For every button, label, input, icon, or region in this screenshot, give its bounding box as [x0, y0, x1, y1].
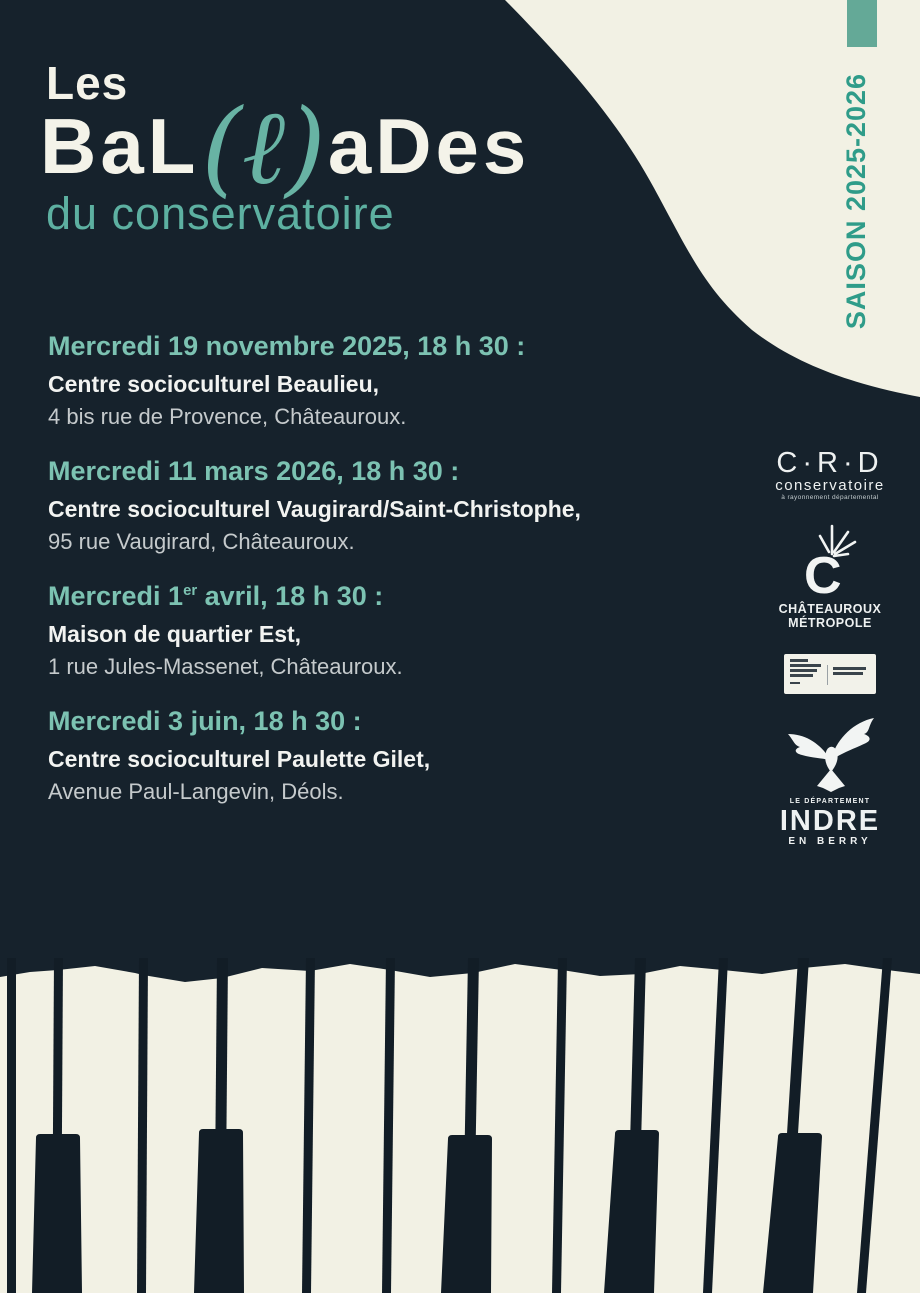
crd-letters: C·R·D — [776, 447, 884, 479]
event-address: 95 rue Vaugirard, Châteauroux. — [48, 529, 355, 554]
chateauroux-mark — [798, 526, 862, 605]
indre-line3: EN BERRY — [788, 836, 872, 847]
partner-logo-box — [768, 654, 892, 694]
event-venue: Centre socioculturel Beaulieu, — [48, 371, 380, 397]
event-date: Mercredi 3 juin, 18 h 30 : — [48, 706, 362, 736]
partner-text-lines — [833, 659, 870, 677]
event-address: 4 bis rue de Provence, Châteauroux. — [48, 404, 407, 429]
chateauroux-line1: CHÂTEAUROUX — [778, 602, 882, 616]
event-venue: Maison de quartier Est, — [48, 621, 302, 647]
page-title — [40, 82, 531, 208]
event-date: Mercredi 1er avril, 18 h 30 : — [48, 581, 384, 611]
logo-indre-en-berry — [768, 714, 892, 848]
title-seg1: BaL — [40, 102, 200, 190]
event-date: Mercredi 19 novembre 2025, 18 h 30 : — [48, 331, 526, 361]
event-address: Avenue Paul-Langevin, Déols. — [48, 779, 344, 804]
event-date: Mercredi 11 mars 2026, 18 h 30 : — [48, 456, 460, 486]
crd-name: conservatoire — [775, 477, 885, 494]
title-ligature: (ℓ) — [201, 86, 326, 208]
piano-keys-graphic — [0, 958, 920, 1293]
title-seg2: aDes — [327, 102, 531, 190]
event-item-3 — [48, 581, 403, 680]
crd-subtext: à rayonnement départemental — [781, 494, 879, 501]
partner-logo-graphic — [784, 654, 876, 694]
event-item-1 — [48, 331, 525, 430]
event-address: 1 rue Jules-Massenet, Châteauroux. — [48, 654, 403, 679]
title-subtitle: du conservatoire — [46, 188, 395, 239]
dove-icon — [780, 714, 880, 792]
season-label: SAISON 2025-2026 — [841, 72, 871, 330]
event-venue: Centre socioculturel Paulette Gilet, — [48, 746, 431, 772]
indre-line2: INDRE — [779, 805, 881, 837]
chateauroux-initial: C — [804, 547, 842, 605]
logo-crd-conservatoire — [768, 448, 892, 502]
season-tab — [847, 0, 877, 47]
event-item-2 — [48, 456, 581, 555]
logo-chateauroux-metropole — [768, 526, 892, 630]
event-item-4 — [48, 706, 430, 805]
event-venue: Centre socioculturel Vaugirard/Saint-Christophe, — [48, 496, 581, 522]
partner-text-lines — [790, 659, 822, 687]
chateauroux-line2: MÉTROPOLE — [788, 616, 872, 630]
title-prefix: Les — [46, 57, 129, 109]
indre-line1: LE DÉPARTEMENT — [789, 798, 871, 805]
